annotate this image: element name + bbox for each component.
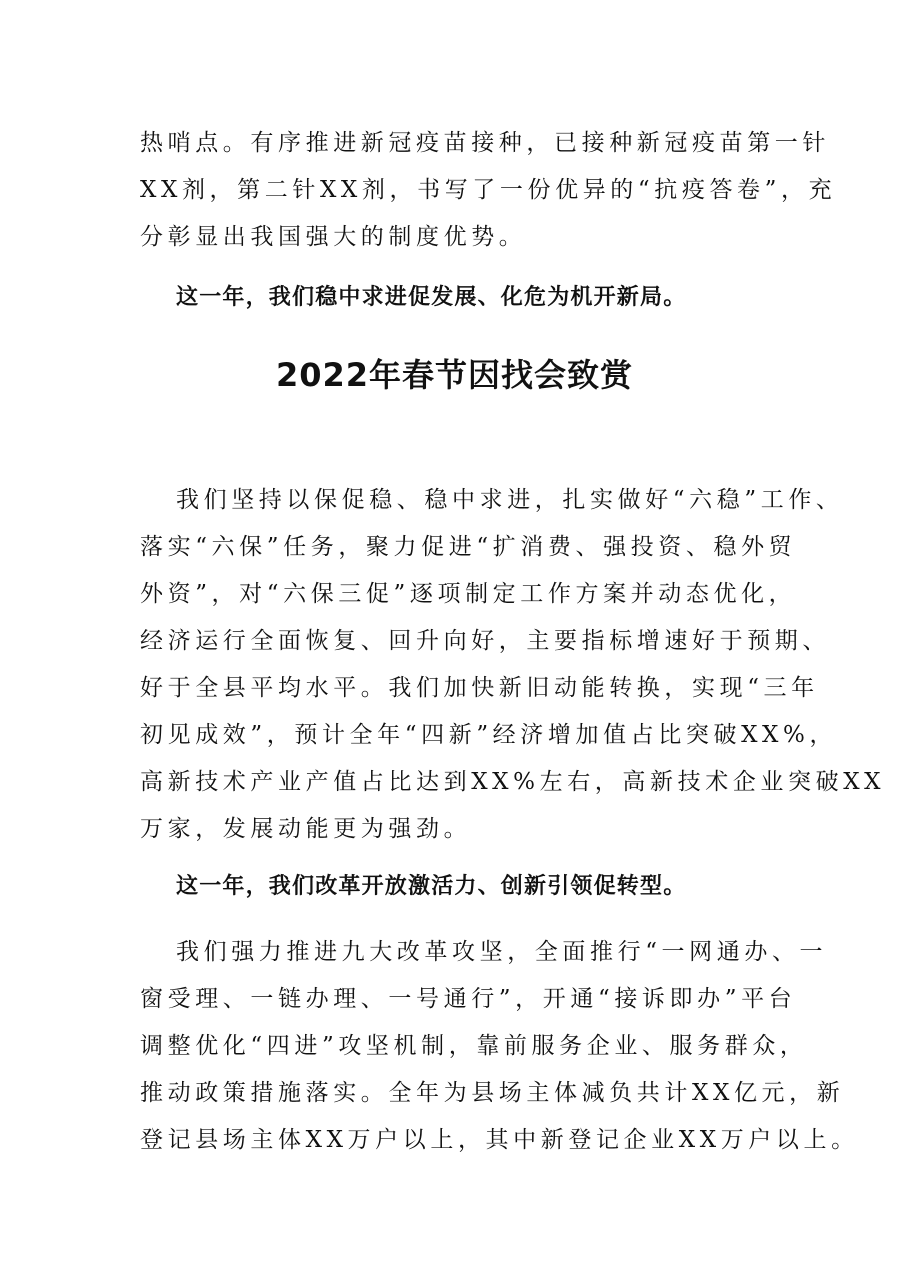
paragraph-line: 经济运行全面恢复、回升向好，主要指标增速好于预期、 [140,628,830,654]
paragraph-line: 登记县场主体XX万户以上，其中新登记企业XX万户以上。 [140,1127,859,1153]
paragraph-line: 高新技术产业产值占比达到XX%左右，高新技术企业突破XX [140,769,886,795]
paragraph-line: 热哨点。有序推进新冠疫苗接种，已接种新冠疫苗第一针 [140,130,830,156]
document-title: 2022年春节因找会致赏 [275,356,634,394]
section-heading: 这一年，我们稳中求进促发展、化危为机开新局。 [176,285,687,310]
paragraph-line: 好于全县平均水平。我们加快新旧动能转换，实现“三年 [140,675,819,701]
paragraph-line: 外资”，对“六保三促”逐项制定工作方案并动态优化， [140,581,797,607]
paragraph-line: 分彰显出我国强大的制度优势。 [140,224,527,250]
paragraph-line: 我们强力推进九大改革攻坚，全面推行“一网通办、一 [176,939,828,965]
paragraph-line: 落实“六保”任务，聚力促进“扩消费、强投资、稳外贸 [140,534,797,560]
paragraph-line: XX剂，第二针XX剂，书写了一份优异的“抗疫答卷”，充 [140,177,837,203]
paragraph-line: 初见成效”，预计全年“四新”经济增加值占比突破XX%， [140,722,838,748]
section-heading: 这一年，我们改革开放激活力、创新引领促转型。 [176,874,687,899]
paragraph-line: 调整优化“四进”攻坚机制，靠前服务企业、服务群众， [140,1033,808,1059]
paragraph-line: 万家，发展动能更为强劲。 [140,816,472,842]
paragraph-line: 我们坚持以保促稳、稳中求进，扎实做好“六稳”工作、 [176,487,844,513]
paragraph-line: 窗受理、一链办理、一号通行”，开通“接诉即办”平台 [140,986,797,1012]
paragraph-line: 推动政策措施落实。全年为县场主体减负共计XX亿元，新 [140,1080,845,1106]
